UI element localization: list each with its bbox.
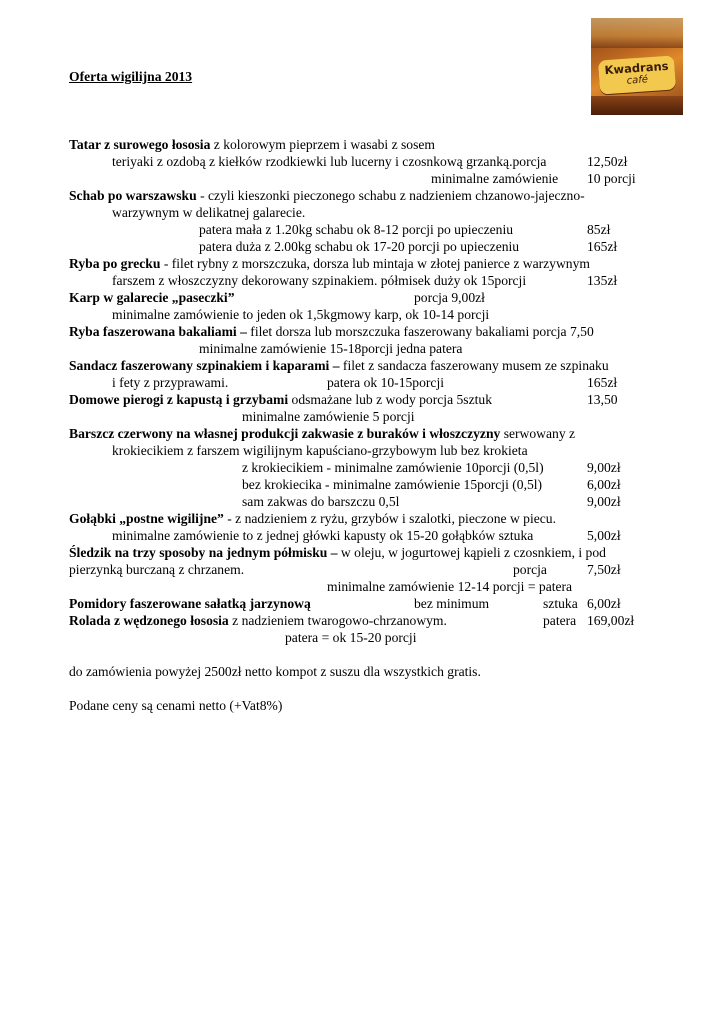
barszcz-opt2: bez krokiecika - minimalne zamówienie 15porcji (0,5l) bbox=[242, 477, 543, 492]
rolada-desc2: patera = ok 15-20 porcji bbox=[285, 630, 417, 645]
tatar-desc1: z kolorowym pieprzem i wasabi z sosem bbox=[210, 137, 435, 152]
barszcz-opt2-price: 6,00zł bbox=[587, 477, 621, 492]
logo-text-line2: café bbox=[626, 74, 649, 87]
ryba-bakalie-name: Ryba faszerowana bakaliami – bbox=[69, 324, 247, 339]
tatar-desc2: teriyaki z ozdobą z kiełków rzodkiewki lub lucerny i czosnkową grzanką.porcja bbox=[112, 154, 547, 169]
sledzik-desc1: w oleju, w jogurtowej kąpieli z czosnkiem, i pod bbox=[337, 545, 606, 560]
golabki-name: Gołąbki „postne wigilijne” bbox=[69, 511, 224, 526]
karp-portion: porcja 9,00zł bbox=[414, 290, 485, 305]
logo-food-bottom bbox=[591, 96, 683, 115]
golabki-desc1: - z nadzieniem z ryżu, grzybów i szalotki, pieczone w piecu. bbox=[223, 511, 557, 526]
pierogi-desc2: minimalne zamówienie 5 porcji bbox=[242, 409, 415, 424]
golabki-line1 bbox=[69, 510, 556, 527]
schab-opt2: patera duża z 2.00kg schabu ok 17-20 porcji po upieczeniu bbox=[199, 239, 520, 254]
schab-opt2-price: 165zł bbox=[587, 239, 618, 254]
tatar-price: 12,50zł bbox=[587, 154, 628, 169]
tatar-min-label: minimalne zamówienie bbox=[431, 171, 559, 186]
schab-name: Schab po warszawsku bbox=[69, 188, 197, 203]
ryba-grecku-name: Ryba po grecku bbox=[69, 256, 161, 271]
tatar-name: Tatar z surowego łososia bbox=[69, 137, 211, 152]
sandacz-portion: patera ok 10-15porcji bbox=[327, 375, 445, 390]
kwadrans-cafe-logo bbox=[591, 18, 683, 115]
rolada-name: Rolada z wędzonego łososia bbox=[69, 613, 229, 628]
tatar-min-value: 10 porcji bbox=[587, 171, 636, 186]
golabki-desc2: minimalne zamówienie to z jednej główki kapusty ok 15-20 gołąbków sztuka bbox=[112, 528, 534, 543]
rolada-price: 169,00zł bbox=[587, 613, 635, 628]
barszcz-desc2: krokiecikiem z farszem wigilijnym kapuściano-grzybowym lub bez krokieta bbox=[112, 443, 528, 458]
logo-plate bbox=[598, 55, 676, 94]
rolada-desc1: z nadzieniem twarogowo-chrzanowym. bbox=[228, 613, 447, 628]
pomidory-line1 bbox=[69, 595, 311, 612]
ryba-bakalie-line1 bbox=[69, 323, 594, 340]
pomidory-name: Pomidory faszerowane sałatką jarzynową bbox=[69, 596, 311, 611]
pierogi-desc1: odsmażane lub z wody porcja 5sztuk bbox=[288, 392, 492, 407]
schab-opt1: patera mała z 1.20kg schabu ok 8-12 porcji po upieczeniu bbox=[199, 222, 514, 237]
pomidory-unit: sztuka bbox=[543, 596, 578, 611]
karp-desc2: minimalne zamówienie to jeden ok 1,5kgmowy karp, ok 10-14 porcji bbox=[112, 307, 490, 322]
barszcz-opt3-price: 9,00zł bbox=[587, 494, 621, 509]
sledzik-price: 7,50zł bbox=[587, 562, 621, 577]
ryba-grecku-price: 135zł bbox=[587, 273, 618, 288]
logo-text-line1: Kwadrans bbox=[604, 58, 669, 78]
sledzik-portion: porcja bbox=[513, 562, 547, 577]
sandacz-desc2: i fety z przyprawami. bbox=[112, 375, 229, 390]
sledzik-min: minimalne zamówienie 12-14 porcji = patera bbox=[327, 579, 573, 594]
ryba-grecku-desc2: farszem z włoszczyzny dekorowany szpinakiem. półmisek duży ok 15porcji bbox=[112, 273, 527, 288]
barszcz-name: Barszcz czerwony na własnej produkcji zakwasie z buraków i włoszczyzny bbox=[69, 426, 501, 441]
golabki-price: 5,00zł bbox=[587, 528, 621, 543]
ryba-grecku-line1 bbox=[69, 255, 590, 272]
barszcz-desc1: serwowany z bbox=[500, 426, 576, 441]
schab-opt1-price: 85zł bbox=[587, 222, 611, 237]
karp-line1 bbox=[69, 289, 235, 306]
note-kompot: do zamówienia powyżej 2500zł netto kompot z suszu dla wszystkich gratis. bbox=[69, 664, 481, 679]
ryba-grecku-desc1: - filet rybny z morszczuka, dorsza lub mintaja w złotej panierce z warzywnym bbox=[160, 256, 590, 271]
barszcz-line1 bbox=[69, 425, 575, 442]
sandacz-name: Sandacz faszerowany szpinakiem i kaparami – bbox=[69, 358, 340, 373]
ryba-bakalie-desc2: minimalne zamówienie 15-18porcji jedna patera bbox=[199, 341, 463, 356]
sandacz-line1 bbox=[69, 357, 609, 374]
sledzik-line1 bbox=[69, 544, 606, 561]
barszcz-opt1-price: 9,00zł bbox=[587, 460, 621, 475]
schab-line1 bbox=[69, 187, 585, 204]
page-title: Oferta wigilijna 2013 bbox=[69, 69, 193, 84]
barszcz-opt1: z krokiecikiem - minimalne zamówienie 10porcji (0,5l) bbox=[242, 460, 544, 475]
ryba-bakalie-desc1: filet dorsza lub morszczuka faszerowany bakaliami porcja 7,50 bbox=[246, 324, 594, 339]
rolada-line1 bbox=[69, 612, 447, 629]
pomidory-price: 6,00zł bbox=[587, 596, 621, 611]
sandacz-desc1: filet z sandacza faszerowany musem ze szpinaku bbox=[339, 358, 609, 373]
barszcz-opt3: sam zakwas do barszczu 0,5l bbox=[242, 494, 400, 509]
pierogi-price: 13,50 bbox=[587, 392, 618, 407]
logo-food-photo bbox=[591, 18, 683, 48]
note-vat: Podane ceny są cenami netto (+Vat8%) bbox=[69, 698, 283, 713]
sledzik-name: Śledzik na trzy sposoby na jednym półmisku – bbox=[69, 545, 338, 560]
pierogi-name: Domowe pierogi z kapustą i grzybami bbox=[69, 392, 289, 407]
schab-desc1: - czyli kieszonki pieczonego schabu z nadzieniem chzanowo-jajeczno- bbox=[196, 188, 585, 203]
pomidory-min: bez minimum bbox=[414, 596, 490, 611]
sandacz-price: 165zł bbox=[587, 375, 618, 390]
karp-name: Karp w galarecie „paseczki” bbox=[69, 290, 235, 305]
tatar-line1 bbox=[69, 136, 435, 153]
schab-desc2: warzywnym w delikatnej galarecie. bbox=[112, 205, 306, 220]
rolada-unit: patera bbox=[543, 613, 577, 628]
sledzik-desc2: pierzynką burczaną z chrzanem. bbox=[69, 562, 245, 577]
pierogi-line1 bbox=[69, 391, 492, 408]
